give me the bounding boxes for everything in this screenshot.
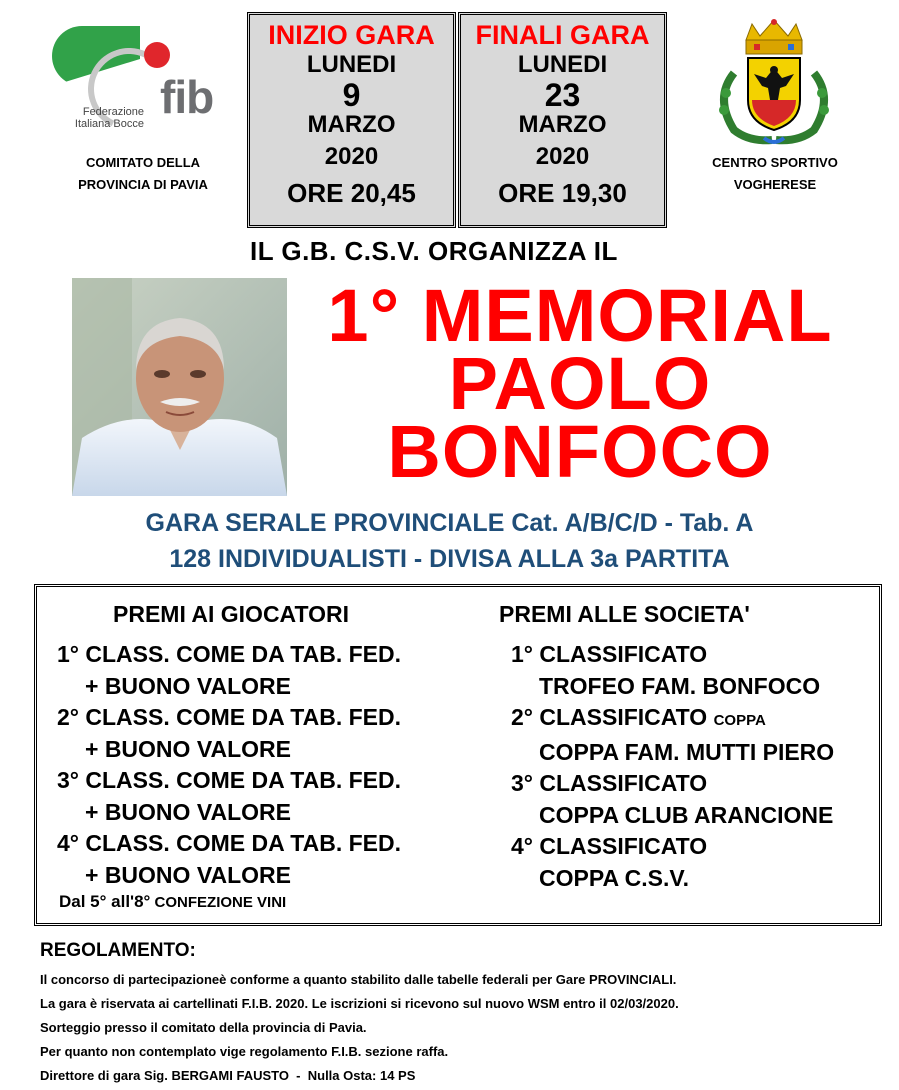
title-line2: PAOLO bbox=[448, 342, 712, 425]
end-month: MARZO bbox=[518, 111, 607, 138]
end-header: FINALI GARA bbox=[475, 20, 650, 50]
logo-brand-text: fib bbox=[160, 71, 214, 123]
end-date: 23 bbox=[544, 77, 581, 113]
logo-subtitle-line1: Federazione bbox=[82, 106, 144, 118]
club-prize-name: COPPA CLUB ARANCIONE bbox=[539, 801, 834, 828]
rules-line: La gara è riservata ai cartellinati F.I.B. 2020. Le iscrizioni si ricevono sul nuovo WSM entro il 02/03/2020. bbox=[40, 996, 679, 1011]
logo-subtitle-line2: Italiana Bocce bbox=[74, 118, 144, 130]
comitato-line1: COMITATO DELLA bbox=[85, 155, 201, 170]
players-prizes-list bbox=[57, 639, 401, 891]
player-prize-extra: + BUONO VALORE bbox=[85, 672, 291, 699]
clubs-prizes-list bbox=[511, 639, 834, 894]
voghera-crest-icon bbox=[704, 18, 844, 148]
club-prize-name: COPPA FAM. MUTTI PIERO bbox=[539, 738, 835, 765]
start-header: INIZIO GARA bbox=[268, 20, 435, 50]
extra-prizes-note bbox=[59, 892, 286, 912]
start-month: MARZO bbox=[307, 111, 396, 138]
centro-line2: VOGHERESE bbox=[733, 177, 817, 192]
club-place-label: 4° CLASSIFICATO bbox=[511, 833, 708, 859]
centro-line1: CENTRO SPORTIVO bbox=[712, 155, 838, 170]
club-place-note: COPPA bbox=[713, 712, 766, 729]
end-day: LUNEDI bbox=[517, 51, 608, 78]
rules-line: Il concorso di partecipazioneè conforme a quanto stabilito dalle tabelle federali per Gare PROVINCIALI. bbox=[40, 972, 677, 987]
rules-text bbox=[40, 968, 679, 1088]
club-prize-place bbox=[511, 768, 834, 800]
start-time: ORE 20,45 bbox=[287, 178, 416, 208]
club-place-label: 3° CLASSIFICATO bbox=[511, 770, 708, 796]
end-date-box bbox=[458, 12, 667, 228]
start-year: 2020 bbox=[324, 143, 379, 170]
start-date: 9 bbox=[342, 77, 361, 113]
comitato-caption bbox=[48, 152, 238, 196]
player-prize-extra: + BUONO VALORE bbox=[85, 735, 291, 762]
club-place-label: 2° CLASSIFICATO bbox=[511, 704, 708, 730]
subtitle-line2: 128 INDIVIDUALISTI - DIVISA ALLA 3a PARTITA bbox=[169, 545, 730, 573]
club-prize-place bbox=[511, 702, 834, 737]
clubs-prizes-header: PREMI ALLE SOCIETA' bbox=[499, 601, 750, 627]
subtitle-line1: GARA SERALE PROVINCIALE Cat. A/B/C/D - Tab. A bbox=[145, 509, 754, 537]
club-prize-place bbox=[511, 831, 834, 863]
event-title bbox=[300, 274, 860, 493]
rules-line: Per quanto non contemplato vige regolamento F.I.B. sezione raffa. bbox=[40, 1044, 449, 1059]
club-prize-name: COPPA C.S.V. bbox=[539, 864, 689, 891]
comitato-line2: PROVINCIA DI PAVIA bbox=[78, 177, 208, 192]
player-prize-extra: + BUONO VALORE bbox=[85, 798, 291, 825]
prizes-box bbox=[34, 584, 882, 926]
club-prize-name: TROFEO FAM. BONFOCO bbox=[539, 672, 821, 699]
club-place-label: 1° CLASSIFICATO bbox=[511, 641, 708, 667]
start-day: LUNEDI bbox=[306, 51, 397, 78]
start-date-box bbox=[247, 12, 456, 228]
player-prize-place: 3° CLASS. COME DA TAB. FED. bbox=[57, 767, 401, 793]
title-line3: BONFOCO bbox=[387, 410, 773, 493]
club-prize-place bbox=[511, 639, 834, 671]
rules-title: REGOLAMENTO: bbox=[40, 940, 196, 961]
end-time: ORE 19,30 bbox=[498, 178, 627, 208]
extra-prizes-item: CONFEZIONE VINI bbox=[154, 894, 287, 911]
fib-logo bbox=[48, 20, 228, 140]
player-prize-place: 4° CLASS. COME DA TAB. FED. bbox=[57, 830, 401, 856]
extra-prizes-range: Dal 5° all'8° bbox=[59, 892, 151, 911]
players-prizes-header: PREMI AI GIOCATORI bbox=[113, 601, 349, 627]
rules-line: Sorteggio presso il comitato della provincia di Pavia. bbox=[40, 1020, 367, 1035]
centro-caption bbox=[690, 152, 860, 196]
player-prize-place: 1° CLASS. COME DA TAB. FED. bbox=[57, 641, 401, 667]
portrait-photo bbox=[72, 278, 287, 496]
player-prize-place: 2° CLASS. COME DA TAB. FED. bbox=[57, 704, 401, 730]
logo-red-ball bbox=[144, 42, 170, 68]
organizer-line: IL G.B. C.S.V. ORGANIZZA IL bbox=[250, 236, 618, 266]
title-line1: 1° MEMORIAL bbox=[327, 274, 833, 357]
player-prize-extra: + BUONO VALORE bbox=[85, 861, 291, 888]
rules-line: Direttore di gara Sig. BERGAMI FAUSTO - Nulla Osta: 14 PS bbox=[40, 1068, 416, 1083]
logo-subtitle bbox=[58, 106, 144, 130]
end-year: 2020 bbox=[535, 143, 590, 170]
